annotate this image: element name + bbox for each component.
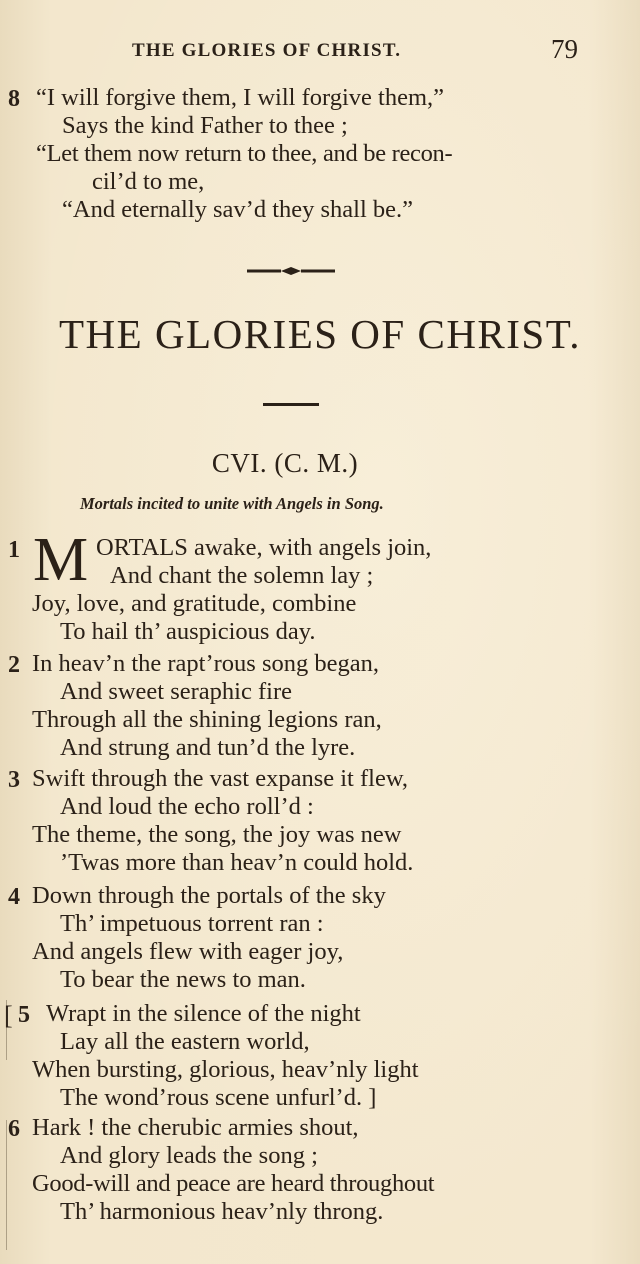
verse-line: Through all the shining legions ran, — [32, 706, 382, 733]
title-rule — [263, 403, 319, 406]
verse-number: 6 — [8, 1116, 20, 1142]
verse-number: 1 — [8, 537, 20, 563]
verse-number: 5 — [18, 1002, 30, 1028]
verse-line: cil’d to me, — [92, 168, 205, 195]
verse-line: And angels flew with eager joy, — [32, 938, 344, 965]
verse-line: And sweet seraphic fire — [60, 678, 292, 705]
verse-number: 3 — [8, 767, 20, 793]
verse-line: Joy, love, and gratitude, combine — [32, 590, 357, 617]
verse-line: Wrapt in the silence of the night — [46, 1000, 361, 1027]
verse-line: To hail th’ auspicious day. — [60, 618, 316, 645]
verse-line: Good-will and peace are heard throughout — [32, 1170, 435, 1197]
verse-line: And chant the solemn lay ; — [110, 562, 374, 589]
verse-line: To bear the news to man. — [60, 966, 306, 993]
verse-line: “I will forgive them, I will forgive them,” — [36, 84, 445, 111]
verse-line: Down through the portals of the sky — [32, 882, 386, 909]
verse-line: Hark ! the cherubic armies shout, — [32, 1114, 359, 1141]
running-head: THE GLORIES OF CHRIST. — [132, 40, 402, 61]
hymn-number: CVI. (C. M.) — [211, 448, 359, 478]
verse-line: “Let them now return to thee, and be recon- — [36, 140, 453, 167]
ornament-divider-icon — [247, 266, 335, 276]
verse-line: And glory leads the song ; — [60, 1142, 318, 1169]
verse-line: ORTALS awake, with angels join, — [96, 534, 432, 561]
drop-cap: M — [33, 526, 89, 594]
verse-number: 8 — [8, 86, 20, 112]
verse-line: The theme, the song, the joy was new — [32, 821, 402, 848]
page-number: 79 — [551, 34, 578, 64]
verse-line: “And eternally sav’d they shall be.” — [62, 196, 414, 223]
verse-number: 4 — [8, 884, 20, 910]
gutter-mark — [6, 1120, 7, 1250]
verse-line: And loud the echo roll’d : — [60, 793, 314, 820]
verse-line: And strung and tun’d the lyre. — [60, 734, 356, 761]
verse-line: Lay all the eastern world, — [60, 1028, 310, 1055]
verse-line: Says the kind Father to thee ; — [62, 112, 348, 139]
open-bracket: [ — [4, 1001, 13, 1030]
verse-line: When bursting, glorious, heav’nly light — [32, 1056, 419, 1083]
verse-line: Th’ impetuous torrent ran : — [60, 910, 324, 937]
verse-line: Th’ harmonious heav’nly throng. — [60, 1198, 384, 1225]
verse-number: 2 — [8, 652, 20, 678]
verse-line: ’Twas more than heav’n could hold. — [60, 849, 414, 876]
gutter-mark — [6, 1000, 7, 1060]
section-title: THE GLORIES OF CHRIST. — [59, 311, 581, 357]
verse-line: Swift through the vast expanse it flew, — [32, 765, 409, 792]
verse-line: The wond’rous scene unfurl’d. ] — [60, 1084, 377, 1111]
hymn-subtitle: Mortals incited to unite with Angels in Song. — [80, 494, 384, 513]
verse-line: In heav’n the rapt’rous song began, — [32, 650, 379, 677]
